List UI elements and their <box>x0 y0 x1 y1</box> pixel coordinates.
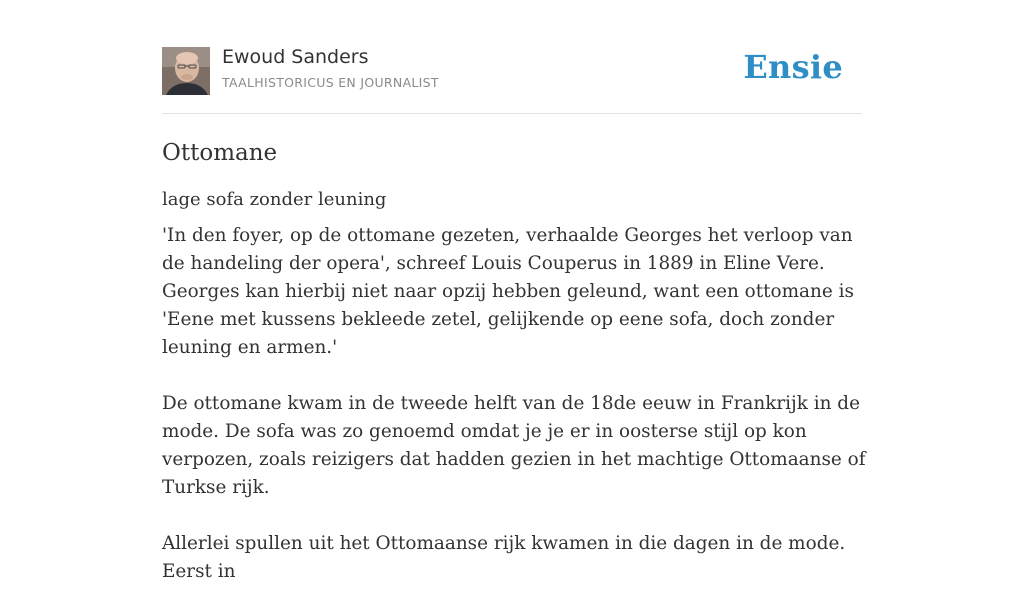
article-title: Ottomane <box>162 140 278 166</box>
ensie-logo[interactable]: Ensie <box>743 48 843 86</box>
avatar-photo <box>162 47 210 95</box>
article-paragraph: Allerlei spullen uit het Ottomaanse rijk kwamen in die dagen in de mode. Eerst in <box>162 533 846 582</box>
author-name[interactable]: Ewoud Sanders <box>222 46 369 68</box>
header-divider <box>162 113 862 114</box>
article-body <box>162 222 872 586</box>
article-paragraph: De ottomane kwam in de tweede helft van de 18de eeuw in Frankrijk in de mode. De sofa was zo genoemd omdat je je er in oosterse stijl op kon verpozen, zoals reizigers dat hadden gezien in het machtige Ottomaanse of Turkse rijk. <box>162 393 866 498</box>
author-avatar[interactable] <box>162 47 210 95</box>
author-role: TAALHISTORICUS EN JOURNALIST <box>222 75 439 90</box>
article-subtitle: lage sofa zonder leuning <box>162 189 387 210</box>
author-header <box>162 46 862 96</box>
article-paragraph: 'In den foyer, op de ottomane gezeten, verhaalde Georges het verloop van de handeling der opera', schreef Louis Couperus in 1889 in Eline Vere. Georges kan hierbij niet naar opzij hebben geleund, want een ottomane is 'Eene met kussens bekleede zetel, gelijkende op eene sofa, doch zonder leuning en armen.' <box>162 225 854 358</box>
article <box>162 136 872 614</box>
